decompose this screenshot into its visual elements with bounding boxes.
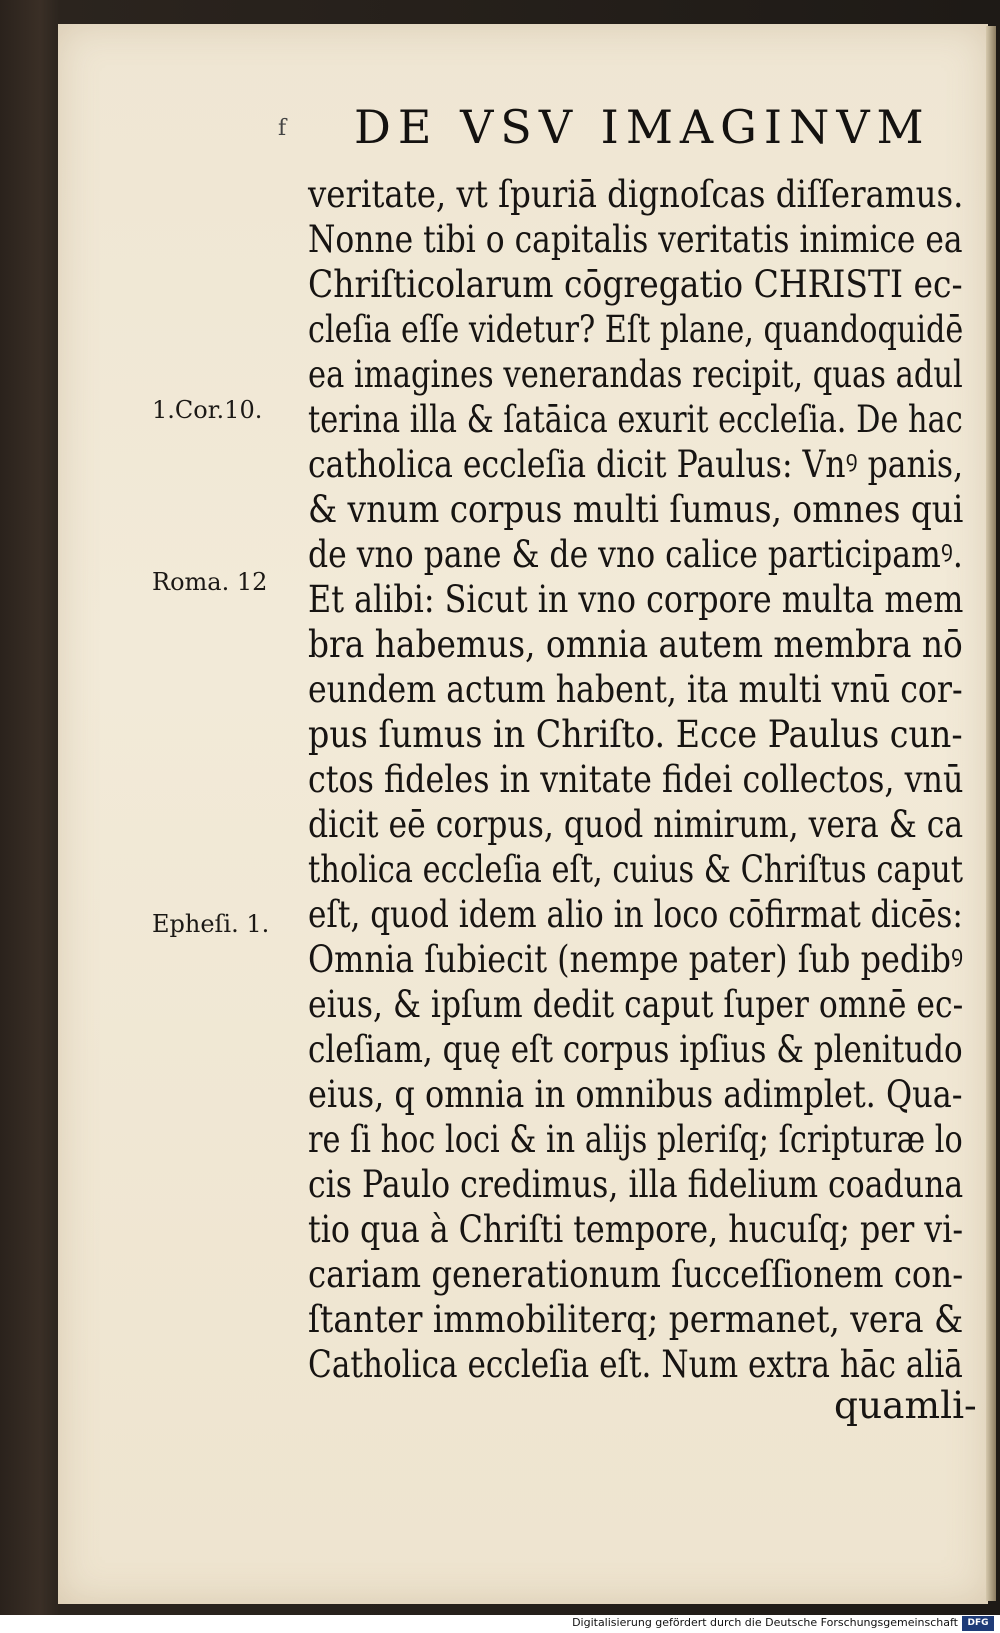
text-line: ctos fideles in vnitate fidei collectos, vnū <box>308 757 964 801</box>
text-line: cariam generationum ſucceſſionem con‑ <box>308 1252 964 1296</box>
text-line: eundem actum habent, ita multi vnū cor‑ <box>308 667 963 711</box>
catchword: quamli‑ <box>834 1383 977 1427</box>
text-line: veritate, vt ſpuriā dignoſcas diſſeramus. <box>308 172 964 216</box>
text-line: tholica eccleſia eſt, cuius & Chriſtus caput <box>308 847 963 891</box>
text-line: ſtanter immobiliterq; permanet, vera & <box>308 1297 964 1341</box>
text-line: de vno pane & de vno calice participamꝰ. <box>308 532 963 576</box>
text-line: eius, & ipſum dedit caput ſuper omnē ec‑ <box>308 982 964 1026</box>
text-line: terina illa & ſatāica exurit eccleſia. De hac <box>308 397 963 441</box>
margin-note-ephesi: Epheſi. 1. <box>152 910 270 938</box>
text-line: Nonne tibi o capitalis veritatis inimice ea <box>308 217 963 261</box>
text-line: tio qua à Chriſti tempore, hucuſq; per vi‑ <box>308 1207 964 1251</box>
text-line: ea imagines venerandas recipit, quas adul <box>308 352 963 396</box>
running-head: DE VSV IMAGINVM <box>354 100 931 154</box>
text-line: & vnum corpus multi ſumus, omnes qui <box>308 487 964 531</box>
text-line: cis Paulo credimus, illa fidelium coaduna <box>308 1162 964 1206</box>
text-line: cleſiam, quę eſt corpus ipſius & plenitudo <box>308 1027 963 1071</box>
margin-note-cor: 1.Cor.10. <box>152 396 263 424</box>
page-edge <box>986 26 996 1601</box>
page-mark: f <box>278 116 287 141</box>
margin-note-roma: Roma. 12 <box>152 568 268 596</box>
text-line: dicit eē corpus, quod nimirum, vera & ca <box>308 802 964 846</box>
text-line: Omnia ſubiecit (nempe pater) ſub pedibꝰ <box>308 937 964 981</box>
funding-credit: Digitalisierung gefördert durch die Deutsche Forschungsgemeinschaft <box>572 1616 958 1629</box>
text-line: eius, q omnia in omnibus adimplet. Qua‑ <box>308 1072 963 1116</box>
text-line: re ſi hoc loci & in alijs pleriſq; ſcripturæ lo <box>308 1117 963 1161</box>
text-line: eſt, quod idem alio in loco cōfirmat dicēs: <box>308 892 963 936</box>
text-line: pus ſumus in Chriſto. Ecce Paulus cun‑ <box>308 712 963 756</box>
text-line: Catholica eccleſia eſt. Num extra hāc aliā <box>308 1342 963 1386</box>
footer-bar <box>0 1615 1000 1633</box>
text-line: bra habemus, omnia autem membra nō <box>308 622 963 666</box>
dfg-logo: DFG <box>962 1616 994 1631</box>
text-line: Chriſticolarum cōgregatio CHRISTI ec‑ <box>308 262 963 306</box>
text-line: catholica eccleſia dicit Paulus: Vnꝰ panis, <box>308 442 964 486</box>
text-line: cleſia eſſe videtur? Eſt plane, quandoquidē <box>308 307 964 351</box>
text-line: Et alibi: Sicut in vno corpore multa mem <box>308 577 964 621</box>
body-text <box>308 172 968 1387</box>
